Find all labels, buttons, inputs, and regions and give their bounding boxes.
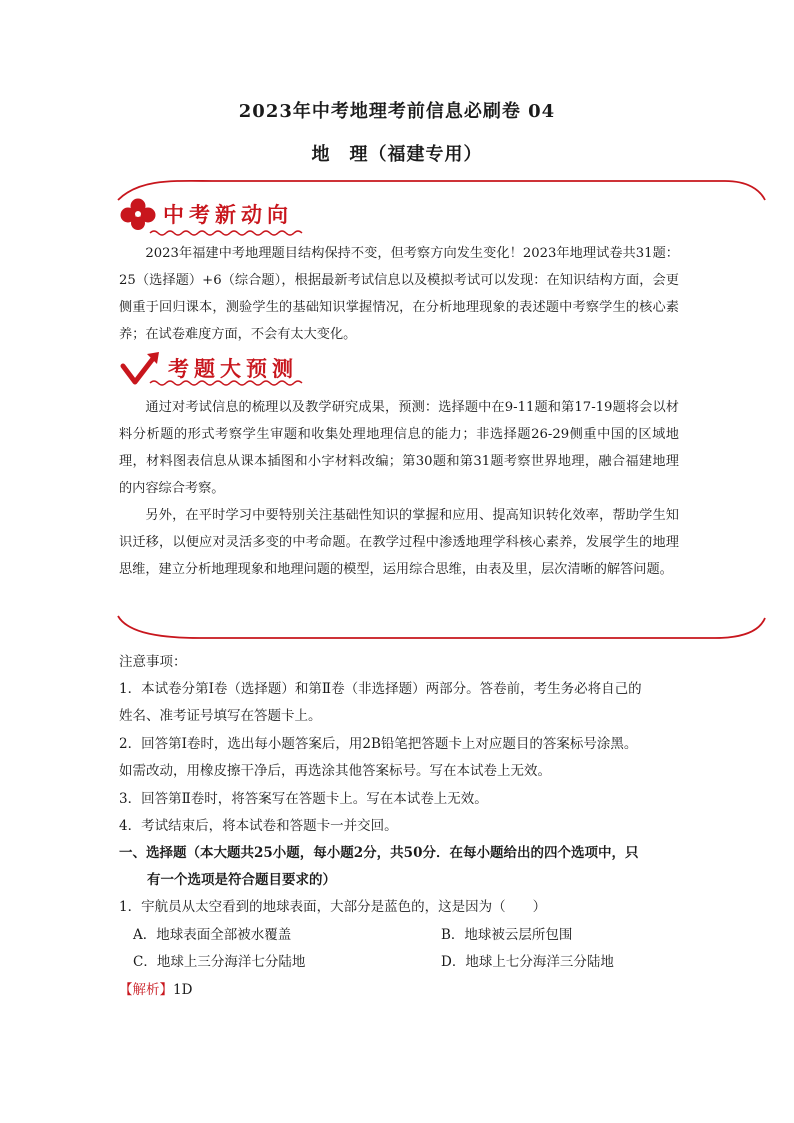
notes-heading: 注意事项： [119,654,187,670]
document-title: 2023年中考地理考前信息必刷卷 04 [238,101,556,122]
notes-item-1-line-2: 姓名、准考证号填写在答题卡上。 [119,708,322,724]
notes-item-2-line-2: 如需改动，用橡皮擦干净后，再选涂其他答案标号。写在本试卷上无效。 [119,763,551,779]
notes-item-1-line-1: 1．本试卷分第Ⅰ卷（选择题）和第Ⅱ卷（非选择题）两部分。答卷前，考生务必将自己的 [119,681,642,697]
part-1-heading-line-2: 有一个选项是符合题目要求的） [147,872,336,888]
clover-flower-icon [119,197,157,231]
question-1-option-d: D．地球上七分海洋三分陆地 [441,954,614,970]
analysis-text: 1D [173,982,193,998]
question-1-option-b: B．地球被云层所包围 [441,927,573,943]
notes-item-2-line-1: 2．回答第Ⅰ卷时，选出每小题答案后，用2B铅笔把答题卡上对应题目的答案标号涂黑。 [119,736,638,752]
document-subtitle: 地 理（福建专用） [311,144,483,165]
part-1-heading-line-1: 一、选择题（本大题共25小题，每小题2分，共50分．在每小题给出的四个选项中，只 [119,845,639,861]
question-1-option-c: C．地球上三分海洋七分陆地 [133,954,306,970]
prediction-paragraph-1: 通过对考试信息的梳理以及教学研究成果，预测：选择题中在9-11题和第17-19题将会以材料分析题的形式考察学生审题和收集处理地理信息的能力；非选择题26-29侧重中国的区域地理，材料图表信息从课本插图和小字材料改编；第30题和第31题考察世界地理，融合福建地理的内容综合考察。 [119,400,679,496]
analysis-label: 【解析】 [119,982,173,998]
new-trends-heading: 中考新动向 [163,203,293,227]
prediction-heading: 考题大预测 [168,357,298,381]
question-1-stem: 1．宇航员从太空看到的地球表面，大部分是蓝色的，这是因为（ ） [119,899,547,915]
new-trends-body: 2023年福建中考地理题目结构保持不变，但考察方向发生变化！2023年地理试卷共31题：25（选择题）+6（综合题），根据最新考试信息以及模拟考试可以发现：在知识结构方面，会更侧重于回归课本，测验学生的基础知识掌握情况，在分析地理现象的表述题中考察学生的核心素养；在试卷难度方面，不会有太大变化。 [119,246,679,342]
notes-item-4: 4．考试结束后，将本试卷和答题卡一并交回。 [119,818,398,834]
question-1-option-a: A．地球表面全部被水覆盖 [133,927,292,943]
check-arrow-icon [119,350,163,388]
notes-item-3: 3．回答第Ⅱ卷时，将答案写在答题卡上。写在本试卷上无效。 [119,791,488,807]
prediction-paragraph-2: 另外，在平时学习中要特别关注基础性知识的掌握和应用、提高知识转化效率，帮助学生知识迁移，以便应对灵活多变的中考命题。在教学过程中渗透地理学科核心素养，发展学生的地理思维，建立分析地理现象和地理问题的模型，运用综合思维，由表及里，层次清晰的解答问题。 [119,508,679,577]
question-1-analysis [119,977,192,1004]
